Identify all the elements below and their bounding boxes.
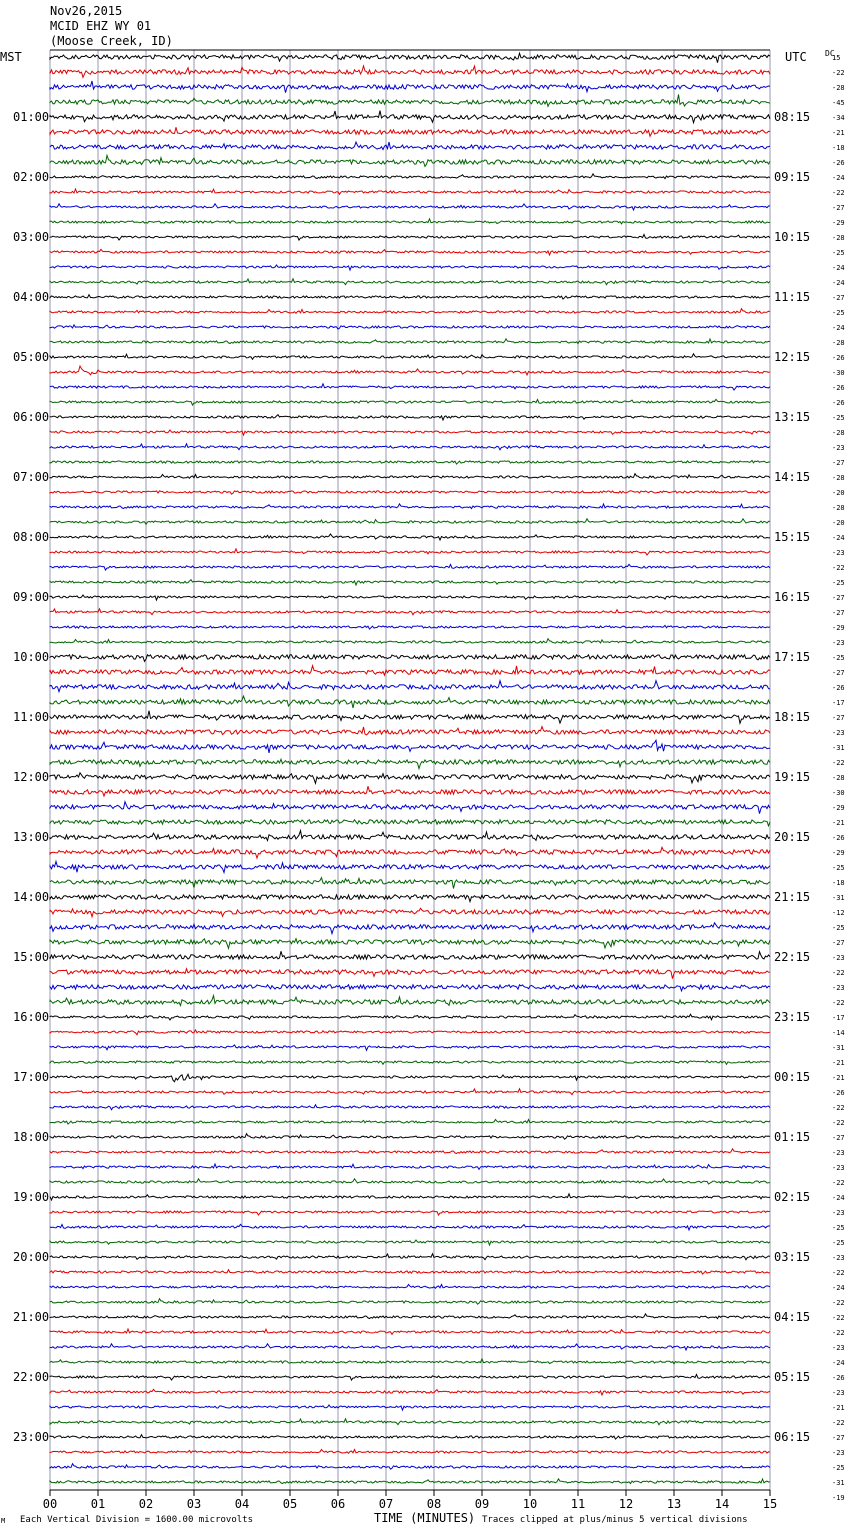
dc-offset: -24 [832, 264, 845, 272]
trace-line [50, 740, 770, 753]
dc-offset: -31 [832, 1044, 845, 1052]
dc-offset: -22 [832, 69, 845, 77]
trace-line [50, 1194, 770, 1200]
utc-label: 15:15 [774, 530, 811, 544]
utc-label: 02:15 [774, 1190, 811, 1204]
trace-line [50, 1299, 770, 1305]
dc-offset: -21 [832, 819, 845, 827]
dc-offset: -27 [832, 1134, 845, 1142]
dc-offset: -23 [832, 549, 845, 557]
trace-line [50, 996, 770, 1006]
trace-line [50, 773, 770, 784]
dc-offset: -25 [832, 249, 845, 257]
mst-label: 22:00 [13, 1370, 50, 1384]
dc-offset: -23 [832, 639, 845, 647]
trace-line [50, 94, 770, 106]
dc-offset: -25 [832, 414, 845, 422]
trace-line [50, 1285, 770, 1289]
x-tick-label: 12 [618, 1497, 634, 1511]
trace-line [50, 711, 770, 724]
trace-line [50, 1134, 770, 1140]
mst-label: 04:00 [13, 290, 50, 304]
dc-offset: -18 [832, 879, 845, 887]
trace-line [50, 249, 770, 255]
mst-label: 15:00 [13, 950, 50, 964]
trace-line [50, 189, 770, 194]
dc-offset: -27 [832, 1434, 845, 1442]
corner-mark: M [1, 1517, 6, 1525]
utc-label: 20:15 [774, 830, 811, 844]
trace-line [50, 1419, 770, 1425]
trace-line [50, 985, 770, 991]
mst-label: 18:00 [13, 1130, 50, 1144]
dc-offset: -26 [832, 834, 845, 842]
dc-offset: -22 [832, 1179, 845, 1187]
mst-label: 11:00 [13, 710, 50, 724]
dc-offset: -45 [832, 99, 845, 107]
dc-offset: -27 [832, 609, 845, 617]
dc-offset: -28 [832, 429, 845, 437]
dc-offset: -21 [832, 129, 845, 137]
dc-offset: -24 [832, 1359, 845, 1367]
trace-line [50, 655, 770, 662]
record-date: Nov26,2015 [50, 4, 123, 18]
dc-offset: -27 [832, 669, 845, 677]
utc-label: 22:15 [774, 950, 811, 964]
trace-line [50, 295, 770, 299]
utc-label: 05:15 [774, 1370, 811, 1384]
dc-offset: -25 [832, 1224, 845, 1232]
trace-line [50, 923, 770, 934]
trace-line [50, 1224, 770, 1230]
trace-line [50, 580, 770, 585]
trace-line [50, 908, 770, 916]
trace-line [50, 1464, 770, 1470]
dc-offset: -26 [832, 1374, 845, 1382]
trace-line [50, 1045, 770, 1050]
utc-label: 17:15 [774, 650, 811, 664]
dc-offset: -22 [832, 564, 845, 572]
utc-label: 06:15 [774, 1430, 811, 1444]
station-code: MCID EHZ WY 01 [50, 19, 152, 33]
dc-offset-labels [832, 54, 845, 1502]
dc-offset: -23 [832, 444, 845, 452]
trace-line [50, 1270, 770, 1274]
dc-offset: -24 [832, 534, 845, 542]
dc-offset: -23 [832, 1389, 845, 1397]
mst-label: 23:00 [13, 1430, 50, 1444]
dc-offset: -26 [832, 684, 845, 692]
x-tick-label: 03 [186, 1497, 202, 1511]
trace-line [50, 519, 770, 525]
dc-offset: -28 [832, 234, 845, 242]
trace-line [50, 1149, 770, 1154]
utc-label: 09:15 [774, 170, 811, 184]
dc-offset: -24 [832, 279, 845, 287]
dc-offset: -30 [832, 789, 845, 797]
trace-line [50, 878, 770, 889]
left-timezone-label: MST [0, 50, 22, 64]
mst-label: 20:00 [13, 1250, 50, 1264]
trace-line [50, 1344, 770, 1350]
trace-line [50, 1120, 770, 1125]
right-timezone-label: UTC [785, 50, 807, 64]
trace-line [50, 1314, 770, 1319]
mst-hour-labels [13, 110, 49, 1444]
dc-offset: -23 [832, 1209, 845, 1217]
dc-offset: -25 [832, 864, 845, 872]
dc-offset: -17 [832, 1014, 845, 1022]
dc-offset: -22 [832, 1119, 845, 1127]
mst-label: 14:00 [13, 890, 50, 904]
trace-line [50, 1389, 770, 1395]
x-tick-label: 08 [426, 1497, 442, 1511]
dc-offset: -21 [832, 1059, 845, 1067]
dc-offset: -28 [832, 339, 845, 347]
trace-line [50, 1435, 770, 1439]
x-tick-label: 09 [474, 1497, 490, 1511]
trace-line [50, 142, 770, 150]
dc-offset: -25 [832, 309, 845, 317]
dc-offset: -27 [832, 204, 845, 212]
trace-line [50, 366, 770, 375]
dc-offset: -27 [832, 939, 845, 947]
dc-offset: -31 [832, 1479, 845, 1487]
x-tick-label: 10 [522, 1497, 538, 1511]
utc-label: 01:15 [774, 1130, 811, 1144]
dc-offset: -22 [832, 1299, 845, 1307]
dc-offset: -28 [832, 474, 845, 482]
trace-line [50, 1254, 770, 1260]
dc-offset: -30 [832, 369, 845, 377]
trace-line [50, 444, 770, 450]
scale-note: Each Vertical Division = 1600.00 microvolts [20, 1515, 253, 1525]
trace-line [50, 1375, 770, 1381]
dc-offset: -22 [832, 1314, 845, 1322]
dc-offset: -25 [832, 1464, 845, 1472]
x-axis-title: TIME (MINUTES) [374, 1511, 476, 1525]
mst-label: 03:00 [13, 230, 50, 244]
trace-line [50, 204, 770, 210]
x-tick-label: 07 [378, 1497, 394, 1511]
x-tick-label: 04 [234, 1497, 250, 1511]
dc-offset: -28 [832, 504, 845, 512]
dc-offset: -22 [832, 1269, 845, 1277]
dc-offset: -14 [832, 1029, 845, 1037]
dc-offset: -22 [832, 189, 845, 197]
trace-line [50, 1240, 770, 1245]
trace-line [50, 609, 770, 615]
trace-line [50, 1105, 770, 1110]
dc-offset: -22 [832, 1419, 845, 1427]
trace-line [50, 595, 770, 600]
dc-offset: -26 [832, 354, 845, 362]
trace-line [50, 415, 770, 420]
mst-label: 12:00 [13, 770, 50, 784]
trace-line [50, 666, 770, 676]
trace-line [50, 504, 770, 509]
dc-offset: -22 [832, 759, 845, 767]
trace-line [50, 279, 770, 285]
trace-line [50, 831, 770, 841]
dc-offset: -20 [832, 489, 845, 497]
dc-offset: -27 [832, 459, 845, 467]
dc-offset: -22 [832, 969, 845, 977]
dc-offset: -28 [832, 84, 845, 92]
utc-label: 08:15 [774, 110, 811, 124]
dc-offset: -23 [832, 1164, 845, 1172]
utc-label: 16:15 [774, 590, 811, 604]
trace-line [50, 625, 770, 629]
trace-line [50, 696, 770, 708]
trace-line [50, 1030, 770, 1035]
dc-offset: -23 [832, 1254, 845, 1262]
minute-gridlines [50, 50, 770, 1490]
utc-hour-labels [774, 110, 810, 1444]
dc-offset: -29 [832, 804, 845, 812]
mst-label: 02:00 [13, 170, 50, 184]
trace-line [50, 862, 770, 873]
trace-line [50, 1179, 770, 1184]
dc-offset: -18 [832, 144, 845, 152]
trace-line [50, 1479, 770, 1484]
dc-offset: -22 [832, 1104, 845, 1112]
dc-offset: -24 [832, 324, 845, 332]
dc-offset: -19 [832, 1494, 845, 1502]
trace-line [50, 399, 770, 405]
x-tick-label: 05 [282, 1497, 298, 1511]
trace-line [50, 1450, 770, 1454]
dc-offset: -23 [832, 729, 845, 737]
mst-label: 21:00 [13, 1310, 50, 1324]
dc-offset: -25 [832, 579, 845, 587]
dc-offset: -24 [832, 1284, 845, 1292]
trace-line [50, 174, 770, 179]
trace-line [50, 969, 770, 979]
dc-offset: -23 [832, 1344, 845, 1352]
utc-label: 23:15 [774, 1010, 811, 1024]
x-tick-label: 01 [90, 1497, 106, 1511]
plot-frame [50, 50, 770, 1490]
trace-line [50, 1089, 770, 1095]
trace-line [50, 235, 770, 241]
trace-line [50, 564, 770, 570]
dc-offset: -22 [832, 999, 845, 1007]
trace-line [50, 354, 770, 360]
trace-line [50, 534, 770, 540]
trace-line [50, 847, 770, 858]
trace-line [50, 727, 770, 735]
dc-offset: -28 [832, 774, 845, 782]
dc-offset: -25 [832, 1239, 845, 1247]
x-tick-label: 15 [762, 1497, 778, 1511]
station-location: (Moose Creek, ID) [50, 34, 173, 48]
trace-line [50, 81, 770, 93]
trace-line [50, 802, 770, 814]
x-tick-label: 11 [570, 1497, 586, 1511]
utc-label: 10:15 [774, 230, 811, 244]
dc-offset: -34 [832, 114, 845, 122]
trace-line [50, 939, 770, 949]
trace-line [50, 951, 770, 959]
dc-offset: -23 [832, 984, 845, 992]
dc-offset: -26 [832, 399, 845, 407]
trace-line [50, 53, 770, 62]
trace-line [50, 1061, 770, 1065]
dc-offset: -21 [832, 1404, 845, 1412]
dc-header-label: DC [825, 49, 835, 58]
trace-line [50, 639, 770, 644]
mst-label: 08:00 [13, 530, 50, 544]
dc-offset: -22 [832, 1329, 845, 1337]
mst-label: 13:00 [13, 830, 50, 844]
utc-label: 11:15 [774, 290, 811, 304]
trace-line [50, 1329, 770, 1334]
x-tick-label: 02 [138, 1497, 154, 1511]
trace-line [50, 1074, 770, 1082]
utc-label: 03:15 [774, 1250, 811, 1264]
trace-line [50, 681, 770, 692]
dc-offset: -29 [832, 219, 845, 227]
dc-offset: 15 [832, 54, 841, 62]
utc-label: 14:15 [774, 470, 811, 484]
dc-offset: -20 [832, 519, 845, 527]
x-tick-label: 13 [666, 1497, 682, 1511]
trace-line [50, 219, 770, 224]
dc-offset: -24 [832, 1194, 845, 1202]
x-tick-label: 06 [330, 1497, 346, 1511]
utc-label: 19:15 [774, 770, 811, 784]
dc-offset: -24 [832, 174, 845, 182]
trace-line [50, 1014, 770, 1020]
trace-line [50, 549, 770, 555]
trace-line [50, 265, 770, 270]
clip-note: Traces clipped at plus/minus 5 vertical divisions [482, 1515, 748, 1525]
x-axis-ticks [43, 1490, 777, 1511]
trace-line [50, 786, 770, 796]
mst-label: 06:00 [13, 410, 50, 424]
dc-offset: -31 [832, 894, 845, 902]
mst-label: 19:00 [13, 1190, 50, 1204]
x-tick-label: 00 [42, 1497, 58, 1511]
utc-label: 13:15 [774, 410, 811, 424]
trace-line [50, 1405, 770, 1410]
trace-line [50, 474, 770, 479]
trace-line [50, 460, 770, 464]
utc-label: 12:15 [774, 350, 811, 364]
trace-line [50, 384, 770, 390]
dc-offset: -17 [832, 699, 845, 707]
dc-offset: -23 [832, 954, 845, 962]
mst-label: 01:00 [13, 110, 50, 124]
mst-label: 05:00 [13, 350, 50, 364]
x-tick-label: 14 [714, 1497, 730, 1511]
trace-line [50, 127, 770, 136]
trace-line [50, 111, 770, 123]
trace-line [50, 66, 770, 78]
trace-line [50, 430, 770, 435]
trace-line [50, 325, 770, 329]
trace-line [50, 1211, 770, 1215]
mst-label: 10:00 [13, 650, 50, 664]
trace-line [50, 339, 770, 344]
utc-label: 21:15 [774, 890, 811, 904]
utc-label: 00:15 [774, 1070, 811, 1084]
mst-label: 16:00 [13, 1010, 50, 1024]
trace-line [50, 309, 770, 314]
dc-offset: -27 [832, 594, 845, 602]
mst-label: 09:00 [13, 590, 50, 604]
trace-line [50, 759, 770, 768]
dc-offset: -26 [832, 384, 845, 392]
dc-offset: -25 [832, 654, 845, 662]
dc-offset: -12 [832, 909, 845, 917]
trace-line [50, 820, 770, 826]
mst-label: 17:00 [13, 1070, 50, 1084]
dc-offset: -23 [832, 1149, 845, 1157]
dc-offset: -26 [832, 159, 845, 167]
trace-line [50, 155, 770, 166]
utc-label: 04:15 [774, 1310, 811, 1324]
seismic-traces [50, 53, 770, 1483]
trace-line [50, 1164, 770, 1169]
dc-offset: -27 [832, 294, 845, 302]
trace-line [50, 895, 770, 902]
dc-offset: -23 [832, 1449, 845, 1457]
dc-offset: -27 [832, 714, 845, 722]
dc-offset: -21 [832, 1074, 845, 1082]
dc-offset: -29 [832, 624, 845, 632]
trace-line [50, 491, 770, 495]
dc-offset: -29 [832, 849, 845, 857]
dc-offset: -26 [832, 1089, 845, 1097]
utc-label: 18:15 [774, 710, 811, 724]
dc-offset: -31 [832, 744, 845, 752]
mst-label: 07:00 [13, 470, 50, 484]
trace-line [50, 1359, 770, 1364]
dc-offset: -25 [832, 924, 845, 932]
